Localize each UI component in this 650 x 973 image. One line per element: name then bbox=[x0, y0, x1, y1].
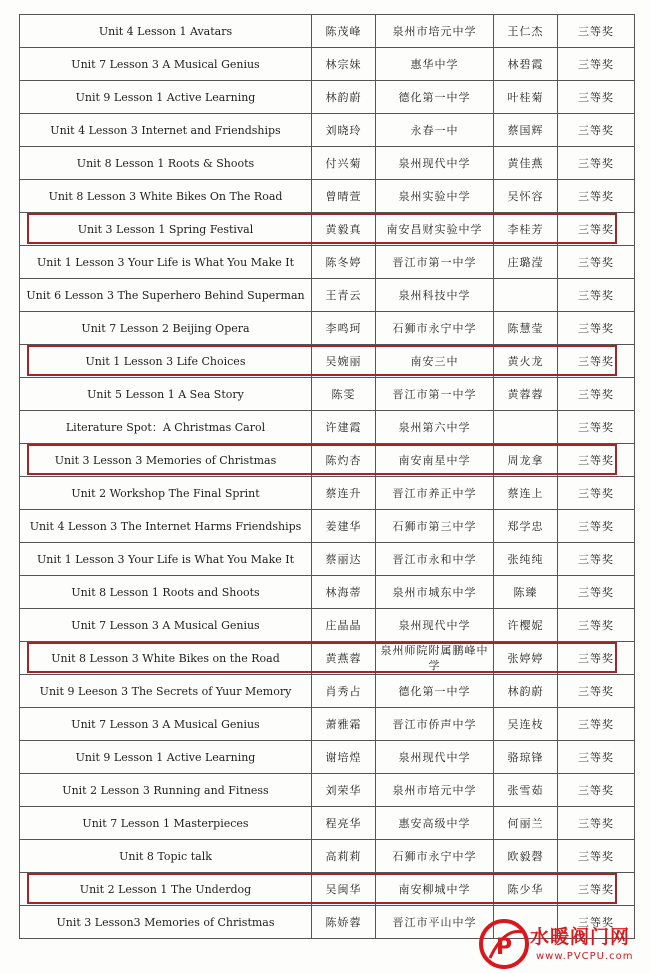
award-cell: 三等奖 bbox=[558, 873, 635, 906]
student-name-cell: 黄燕蓉 bbox=[312, 642, 376, 675]
award-cell: 三等奖 bbox=[558, 279, 635, 312]
teacher-cell: 陈少华 bbox=[494, 873, 558, 906]
student-name-cell: 陈冬婷 bbox=[312, 246, 376, 279]
school-cell: 泉州师院附属鹏峰中学 bbox=[376, 642, 494, 675]
school-cell: 南安三中 bbox=[376, 345, 494, 378]
school-cell: 泉州市培元中学 bbox=[376, 15, 494, 48]
teacher-cell: 吴连枝 bbox=[494, 708, 558, 741]
watermark-url: www.PVCPU.com bbox=[536, 951, 634, 962]
school-cell: 石狮市永宁中学 bbox=[376, 312, 494, 345]
school-cell: 德化第一中学 bbox=[376, 81, 494, 114]
teacher-cell: 骆琼锋 bbox=[494, 741, 558, 774]
school-cell: 晋江市侨声中学 bbox=[376, 708, 494, 741]
table-row bbox=[20, 81, 635, 114]
award-cell: 三等奖 bbox=[558, 510, 635, 543]
teacher-cell: 蔡连上 bbox=[494, 477, 558, 510]
student-name-cell: 付兴菊 bbox=[312, 147, 376, 180]
award-cell: 三等奖 bbox=[558, 906, 635, 939]
table-row bbox=[20, 147, 635, 180]
table-row bbox=[20, 576, 635, 609]
student-name-cell: 萧雅霜 bbox=[312, 708, 376, 741]
teacher-cell: 吴怀容 bbox=[494, 180, 558, 213]
student-name-cell: 林海蒂 bbox=[312, 576, 376, 609]
award-cell: 三等奖 bbox=[558, 48, 635, 81]
school-cell: 泉州现代中学 bbox=[376, 741, 494, 774]
student-name-cell: 蔡丽达 bbox=[312, 543, 376, 576]
table-row bbox=[20, 279, 635, 312]
student-name-cell: 刘荣华 bbox=[312, 774, 376, 807]
school-cell: 德化第一中学 bbox=[376, 675, 494, 708]
school-cell: 泉州第六中学 bbox=[376, 411, 494, 444]
table-row bbox=[20, 378, 635, 411]
table-row bbox=[20, 180, 635, 213]
lesson-cell: Unit 3 Lesson 3 Memories of Christmas bbox=[20, 444, 312, 477]
table-row bbox=[20, 15, 635, 48]
school-cell: 晋江市第一中学 bbox=[376, 246, 494, 279]
table-row bbox=[20, 873, 635, 906]
table-row bbox=[20, 477, 635, 510]
watermark-logo-letter: P bbox=[496, 935, 513, 960]
table-row bbox=[20, 840, 635, 873]
award-cell: 三等奖 bbox=[558, 213, 635, 246]
student-name-cell: 吴婉丽 bbox=[312, 345, 376, 378]
school-cell: 石狮市第三中学 bbox=[376, 510, 494, 543]
student-name-cell: 姜建华 bbox=[312, 510, 376, 543]
lesson-cell: Unit 8 Lesson 1 Roots and Shoots bbox=[20, 576, 312, 609]
award-cell: 三等奖 bbox=[558, 345, 635, 378]
school-cell: 泉州市培元中学 bbox=[376, 774, 494, 807]
lesson-cell: Unit 2 Lesson 3 Running and Fitness bbox=[20, 774, 312, 807]
teacher-cell: 林碧霞 bbox=[494, 48, 558, 81]
school-cell: 惠华中学 bbox=[376, 48, 494, 81]
lesson-cell: Unit 1 Lesson 3 Your Life is What You Make It bbox=[20, 543, 312, 576]
lesson-cell: Unit 9 Lesson 1 Active Learning bbox=[20, 81, 312, 114]
student-name-cell: 陈茂峰 bbox=[312, 15, 376, 48]
student-name-cell: 陈灼杏 bbox=[312, 444, 376, 477]
table-row bbox=[20, 543, 635, 576]
award-cell: 三等奖 bbox=[558, 609, 635, 642]
table-row bbox=[20, 48, 635, 81]
award-cell: 三等奖 bbox=[558, 81, 635, 114]
table-row bbox=[20, 774, 635, 807]
school-cell: 南安柳城中学 bbox=[376, 873, 494, 906]
award-cell: 三等奖 bbox=[558, 675, 635, 708]
teacher-cell: 周龙拿 bbox=[494, 444, 558, 477]
teacher-cell: 许樱妮 bbox=[494, 609, 558, 642]
watermark-logo-icon bbox=[478, 918, 530, 970]
lesson-cell: Unit 7 Lesson 3 A Musical Genius bbox=[20, 48, 312, 81]
student-name-cell: 刘晓玲 bbox=[312, 114, 376, 147]
student-name-cell: 庄晶晶 bbox=[312, 609, 376, 642]
table-row bbox=[20, 246, 635, 279]
teacher-cell bbox=[494, 279, 558, 312]
teacher-cell: 张纯纯 bbox=[494, 543, 558, 576]
lesson-cell: Unit 8 Lesson 3 White Bikes on the Road bbox=[20, 642, 312, 675]
lesson-cell: Unit 7 Lesson 3 A Musical Genius bbox=[20, 609, 312, 642]
award-cell: 三等奖 bbox=[558, 576, 635, 609]
table-row bbox=[20, 609, 635, 642]
award-cell: 三等奖 bbox=[558, 774, 635, 807]
teacher-cell: 王仁杰 bbox=[494, 15, 558, 48]
school-cell: 泉州现代中学 bbox=[376, 147, 494, 180]
lesson-cell: Unit 7 Lesson 3 A Musical Genius bbox=[20, 708, 312, 741]
table-row bbox=[20, 312, 635, 345]
teacher-cell: 陈慧莹 bbox=[494, 312, 558, 345]
table-row bbox=[20, 114, 635, 147]
award-cell: 三等奖 bbox=[558, 543, 635, 576]
school-cell: 泉州实验中学 bbox=[376, 180, 494, 213]
award-cell: 三等奖 bbox=[558, 246, 635, 279]
lesson-cell: Unit 8 Lesson 1 Roots & Shoots bbox=[20, 147, 312, 180]
teacher-cell: 林韵蔚 bbox=[494, 675, 558, 708]
award-cell: 三等奖 bbox=[558, 15, 635, 48]
student-name-cell: 林宗妹 bbox=[312, 48, 376, 81]
lesson-cell: Unit 5 Lesson 1 A Sea Story bbox=[20, 378, 312, 411]
student-name-cell: 高莉莉 bbox=[312, 840, 376, 873]
table-row bbox=[20, 345, 635, 378]
lesson-cell: Unit 3 Lesson3 Memories of Christmas bbox=[20, 906, 312, 939]
teacher-cell bbox=[494, 411, 558, 444]
award-cell: 三等奖 bbox=[558, 840, 635, 873]
school-cell: 泉州科技中学 bbox=[376, 279, 494, 312]
lesson-cell: Unit 4 Lesson 3 Internet and Friendships bbox=[20, 114, 312, 147]
lesson-cell: Unit 2 Lesson 1 The Underdog bbox=[20, 873, 312, 906]
lesson-cell: Unit 9 Leeson 3 The Secrets of Yuur Memory bbox=[20, 675, 312, 708]
teacher-cell: 叶桂菊 bbox=[494, 81, 558, 114]
award-table bbox=[19, 14, 635, 939]
teacher-cell: 张婷婷 bbox=[494, 642, 558, 675]
school-cell: 泉州现代中学 bbox=[376, 609, 494, 642]
table-row bbox=[20, 213, 635, 246]
award-cell: 三等奖 bbox=[558, 312, 635, 345]
teacher-cell: 蔡国辉 bbox=[494, 114, 558, 147]
school-cell: 惠安高级中学 bbox=[376, 807, 494, 840]
award-cell: 三等奖 bbox=[558, 180, 635, 213]
school-cell: 南安昌财实验中学 bbox=[376, 213, 494, 246]
table-row bbox=[20, 411, 635, 444]
award-cell: 三等奖 bbox=[558, 642, 635, 675]
lesson-cell: Unit 4 Lesson 1 Avatars bbox=[20, 15, 312, 48]
lesson-cell: Unit 6 Lesson 3 The Superhero Behind Superman bbox=[20, 279, 312, 312]
teacher-cell: 庄璐滢 bbox=[494, 246, 558, 279]
award-cell: 三等奖 bbox=[558, 477, 635, 510]
teacher-cell: 郑学忠 bbox=[494, 510, 558, 543]
student-name-cell: 吴闽华 bbox=[312, 873, 376, 906]
lesson-cell: Unit 8 Topic talk bbox=[20, 840, 312, 873]
student-name-cell: 林韵蔚 bbox=[312, 81, 376, 114]
lesson-cell: Unit 9 Lesson 1 Active Learning bbox=[20, 741, 312, 774]
award-cell: 三等奖 bbox=[558, 444, 635, 477]
table-row bbox=[20, 807, 635, 840]
award-cell: 三等奖 bbox=[558, 147, 635, 180]
teacher-cell: 何丽兰 bbox=[494, 807, 558, 840]
table-row bbox=[20, 642, 635, 675]
school-cell: 晋江市养正中学 bbox=[376, 477, 494, 510]
school-cell: 永春一中 bbox=[376, 114, 494, 147]
student-name-cell: 蔡连升 bbox=[312, 477, 376, 510]
school-cell: 泉州市城东中学 bbox=[376, 576, 494, 609]
lesson-cell: Unit 7 Lesson 1 Masterpieces bbox=[20, 807, 312, 840]
lesson-cell: Unit 3 Lesson 1 Spring Festival bbox=[20, 213, 312, 246]
teacher-cell: 黄佳燕 bbox=[494, 147, 558, 180]
site-watermark bbox=[478, 918, 650, 973]
teacher-cell: 黄火龙 bbox=[494, 345, 558, 378]
table-row bbox=[20, 444, 635, 477]
table-row bbox=[20, 510, 635, 543]
lesson-cell: Unit 7 Lesson 2 Beijing Opera bbox=[20, 312, 312, 345]
teacher-cell: 欧毅磬 bbox=[494, 840, 558, 873]
teacher-cell: 李桂芳 bbox=[494, 213, 558, 246]
lesson-cell: Unit 2 Workshop The Final Sprint bbox=[20, 477, 312, 510]
award-table-body bbox=[20, 15, 635, 939]
student-name-cell: 陈娇蓉 bbox=[312, 906, 376, 939]
lesson-cell: Unit 1 Lesson 3 Life Choices bbox=[20, 345, 312, 378]
student-name-cell: 陈雯 bbox=[312, 378, 376, 411]
lesson-cell: Unit 1 Lesson 3 Your Life is What You Make It bbox=[20, 246, 312, 279]
student-name-cell: 谢培煌 bbox=[312, 741, 376, 774]
award-cell: 三等奖 bbox=[558, 378, 635, 411]
school-cell: 南安南星中学 bbox=[376, 444, 494, 477]
student-name-cell: 程亮华 bbox=[312, 807, 376, 840]
student-name-cell: 肖秀占 bbox=[312, 675, 376, 708]
lesson-cell: Literature Spot：A Christmas Carol bbox=[20, 411, 312, 444]
teacher-cell: 陈臻 bbox=[494, 576, 558, 609]
student-name-cell: 李鸣珂 bbox=[312, 312, 376, 345]
award-cell: 三等奖 bbox=[558, 708, 635, 741]
school-cell: 石狮市永宁中学 bbox=[376, 840, 494, 873]
student-name-cell: 王青云 bbox=[312, 279, 376, 312]
school-cell: 晋江市永和中学 bbox=[376, 543, 494, 576]
table-row bbox=[20, 741, 635, 774]
student-name-cell: 许建霞 bbox=[312, 411, 376, 444]
watermark-title: 水暖阀门网 bbox=[530, 926, 631, 948]
award-cell: 三等奖 bbox=[558, 807, 635, 840]
award-cell: 三等奖 bbox=[558, 741, 635, 774]
table-row bbox=[20, 675, 635, 708]
table-row bbox=[20, 708, 635, 741]
award-cell: 三等奖 bbox=[558, 114, 635, 147]
award-cell: 三等奖 bbox=[558, 411, 635, 444]
lesson-cell: Unit 8 Lesson 3 White Bikes On The Road bbox=[20, 180, 312, 213]
student-name-cell: 黄毅真 bbox=[312, 213, 376, 246]
school-cell: 晋江市第一中学 bbox=[376, 378, 494, 411]
teacher-cell: 张雪茹 bbox=[494, 774, 558, 807]
school-cell: 晋江市平山中学 bbox=[376, 906, 494, 939]
teacher-cell: 黄蓉蓉 bbox=[494, 378, 558, 411]
lesson-cell: Unit 4 Lesson 3 The Internet Harms Friendships bbox=[20, 510, 312, 543]
student-name-cell: 曾晴萱 bbox=[312, 180, 376, 213]
